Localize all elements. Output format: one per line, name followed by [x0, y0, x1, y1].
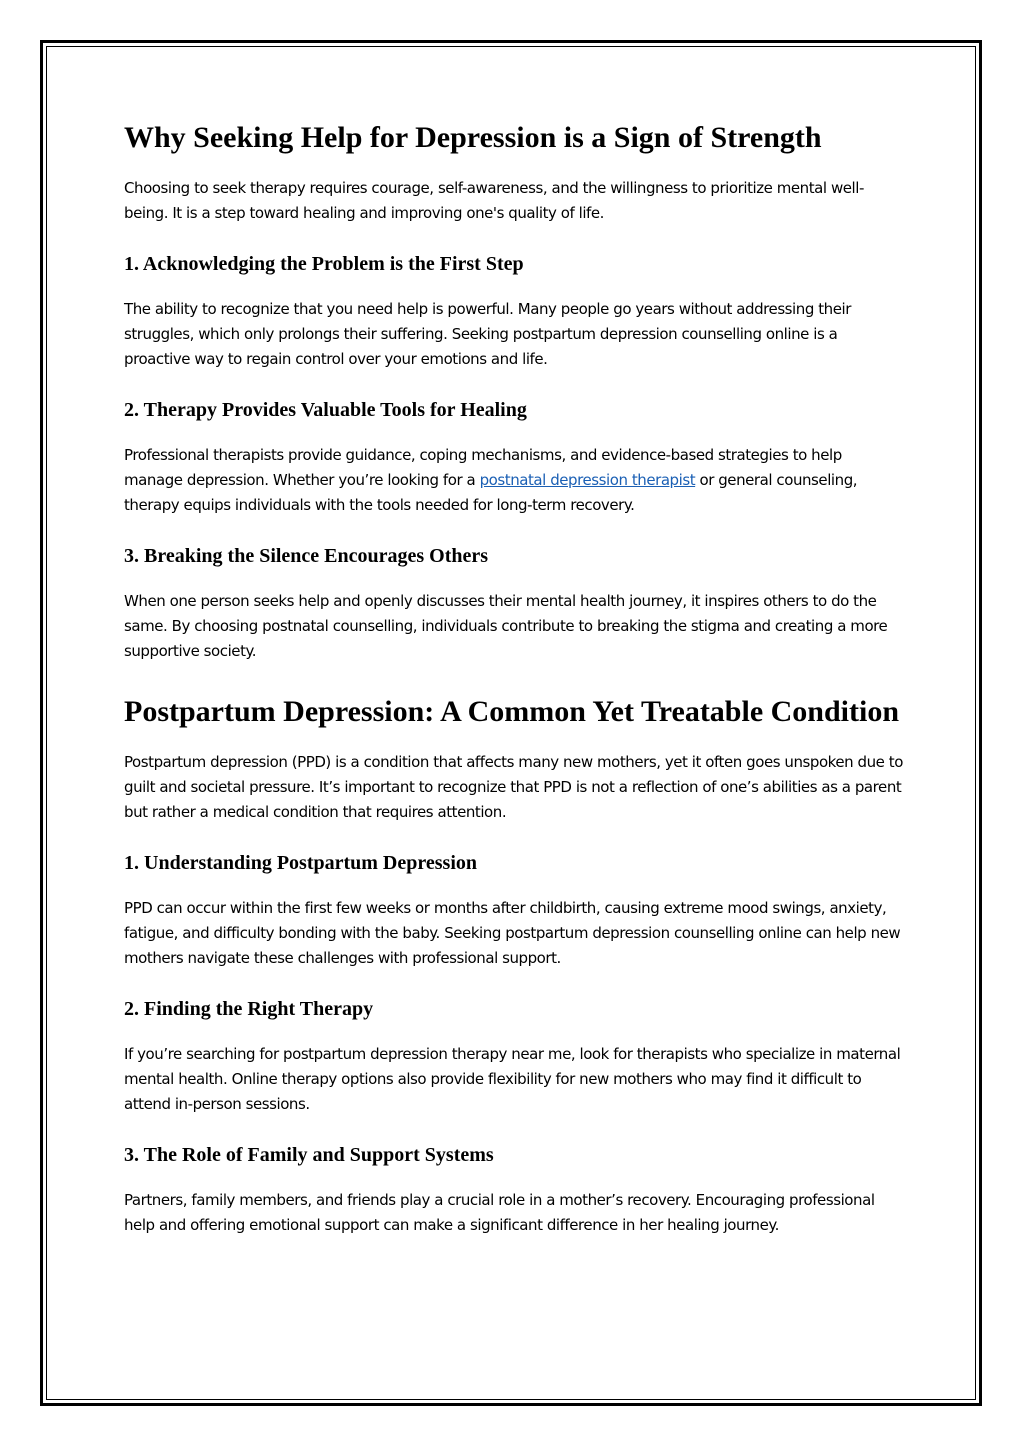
postnatal-therapist-link[interactable]: postnatal depression therapist — [479, 471, 696, 489]
subheading-family-support: 3. The Role of Family and Support Systems — [124, 1144, 494, 1166]
subheading-finding-therapy: 2. Finding the Right Therapy — [124, 998, 374, 1020]
section-intro-postpartum: Postpartum depression (PPD) is a condition that affects many new mothers, yet it often goes unspoken due to guilt and societal pressure. It’s important to recognize that PPD is not a reflection of one’s abilities as a parent but rather a medical condition that requires attention. — [124, 753, 903, 821]
section-title-strength: Why Seeking Help for Depression is a Sign of Strength — [124, 121, 822, 154]
subheading-therapy-tools: 2. Therapy Provides Valuable Tools for Healing — [124, 399, 527, 421]
paragraph-finding-therapy: If you’re searching for postpartum depression therapy near me, look for therapists who specialize in maternal mental health. Online therapy options also provide flexibility for new mothers who may find it difficult to attend in-person sessions. — [124, 1045, 901, 1113]
subheading-acknowledging: 1. Acknowledging the Problem is the First Step — [124, 253, 524, 275]
section-intro-strength: Choosing to seek therapy requires courage, self-awareness, and the willingness to prioritize mental well-being. It is a step toward healing and improving one's quality of life. — [124, 179, 864, 222]
paragraph-family-support: Partners, family members, and friends play a crucial role in a mother’s recovery. Encouraging professional help and offering emotional support can make a significant difference in her healing journey. — [124, 1191, 875, 1234]
paragraph-therapy-tools-part2: or general counseling, therapy equips individuals with the tools needed for long-term recovery. — [124, 471, 858, 514]
subheading-breaking-silence: 3. Breaking the Silence Encourages Others — [124, 545, 489, 567]
paragraph-therapy-tools-part1: Professional therapists provide guidance, coping mechanisms, and evidence-based strategies to help manage depression. Whether you’re looking for a — [124, 446, 842, 489]
subheading-understanding-ppd: 1. Understanding Postpartum Depression — [124, 852, 477, 874]
paragraph-breaking-silence: When one person seeks help and openly discusses their mental health journey, it inspires others to do the same. By choosing postnatal counselling, individuals contribute to breaking the stigma and creating a more supportive society. — [124, 592, 888, 660]
section-title-postpartum: Postpartum Depression: A Common Yet Treatable Condition — [124, 695, 900, 728]
paragraph-therapy-tools — [124, 443, 904, 518]
paragraph-understanding-ppd: PPD can occur within the first few weeks or months after childbirth, causing extreme mood swings, anxiety, fatigue, and difficulty bonding with the baby. Seeking postpartum depression counselling online can help new mothers navigate these challenges with professional support. — [124, 899, 901, 967]
document-body — [124, 120, 904, 1263]
paragraph-acknowledging: The ability to recognize that you need help is powerful. Many people go years without addressing their struggles, which only prolongs their suffering. Seeking postpartum depression counselling online is a proactive way to regain control over your emotions and life. — [124, 300, 851, 368]
